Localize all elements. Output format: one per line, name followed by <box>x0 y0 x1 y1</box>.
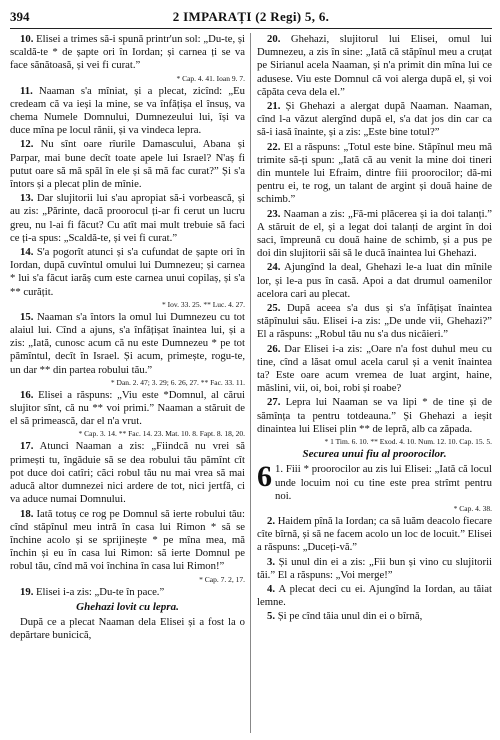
footnote: * Cap. 4. 38. <box>453 503 492 513</box>
verse-number: 17. <box>20 440 34 453</box>
verse-text: Iată totuș ce rog pe Domnul să ierte robului tău: cînd stăpînul meu intră în casa lui Rimon * să se închine acolo și se sprijinește * pe mîna mea, mă închin și eu în casa lui Rimon: să ierte Domnul pe robul tău, cînd mă voi închina în casa lui Rimon!” <box>10 507 245 573</box>
footnote: * Cap. 3. 14. ** Fac. 14. 23. Mat. 10. 8. Fapt. 8. 18, 20. <box>78 429 245 439</box>
text-columns <box>10 33 492 733</box>
verse-text: Atunci Naaman a zis: „Fiindcă nu vrei să primești tu, îngăduie să se dea robului tău pămînt cît pot duce doi catîri; căci robul tău nu mai vrea să mai aducă altor dumnezei nici ardere de tot, nici jertfă, ci va aduce numai Domnului. <box>10 440 245 506</box>
verse-text: Dar slujitorii lui s'au apropiat să-i vorbească, și au zis: „Părinte, dacă proorocul ți-ar fi cerut un lucru greu, nu l-ai fi făcut? Cu atît mai mult trebuie să faci ce ți-a spus: „Scaldă-te, și vei fi curat.” <box>10 192 246 244</box>
verse <box>257 583 492 609</box>
verse-number: 19. <box>20 585 34 598</box>
verse-number: 15. <box>20 310 34 323</box>
verse-text: A plecat deci cu ei. Ajungînd la Iordan, au tăiat lemne. <box>257 582 492 609</box>
verse <box>10 33 245 73</box>
verse <box>10 311 245 377</box>
verse-number: 21. <box>267 100 281 113</box>
verse-continuation: După ce a plecat Naaman dela Elisei și a fost la o depărtare bunicică, <box>10 615 245 642</box>
verse <box>10 246 245 299</box>
verse-text: Și unul din ei a zis: „Fii bun și vino cu slujitorii tăi.” El a răspuns: „Voi merge!” <box>257 555 492 581</box>
chapter-verses <box>257 515 492 624</box>
verse-number: 18. <box>20 507 34 520</box>
footnote: * Iov. 33. 25. ** Luc. 4. 27. <box>161 299 245 309</box>
verse <box>257 261 492 301</box>
verse-number: 24. <box>267 261 281 274</box>
verse-text: Naaman s'a mîniat, și a plecat, zicînd: „Eu credeam că va ieși la mine, se va înfățișa el însuș, va chema Numele Domnului, Dumnezeului lui, își va duce mîna pe locul rănii, și va vindeca lepra. <box>10 84 246 137</box>
section-heading-right: Securea unui fiu al proorocilor. <box>302 448 447 461</box>
verse-number: 22. <box>267 140 281 153</box>
verse-number: 10. <box>20 33 34 45</box>
verse-text: Lepra lui Naaman se va lipi * de tine și de sămînța ta pentru totdeauna.” Și Ghehazi a ieșit dinaintea lui Elisei plin ** de lepră, alb ca zăpada. <box>257 396 492 435</box>
verse <box>10 389 245 429</box>
verse <box>10 85 245 138</box>
page-header <box>10 6 492 29</box>
footnote: * Cap. 4. 41. Ioan 9. 7. <box>176 73 245 83</box>
running-title: 2 IMPARAȚI (2 Regi) 5, 6. <box>172 9 330 24</box>
footnote: * Cap. 7. 2, 17. <box>199 574 245 584</box>
verse-number: 26. <box>267 342 281 355</box>
page-number: 394 <box>10 9 30 24</box>
verse-number: 14. <box>20 246 34 259</box>
chapter-number: 6 <box>257 460 272 494</box>
verse <box>10 192 245 245</box>
verse-number: 16. <box>20 388 34 401</box>
verse <box>257 100 492 140</box>
verse-text: Ajungînd la deal, Ghehazi le-a luat din mînile lor, și le-a pus în casă. Apoi a dat drumul oamenilor acelora cari au plecat. <box>257 261 492 300</box>
verse <box>257 33 492 99</box>
verse <box>257 343 492 396</box>
verse-text: După aceea s'a dus și s'a înfățișat înaintea stăpînului său. Elisei i-a zis: „De unde vii, Ghehazi?” El a răspuns: „Robul tău nu s'a dus nicăieri.” <box>257 302 492 341</box>
verse-text: Și Ghehazi a alergat după Naaman. Naaman, cînd l-a văzut alergînd după el, s'a dat jos din car ca să-i iasă înainte, și a zis: „Este bine totul?” <box>257 100 492 139</box>
verse <box>10 440 245 506</box>
verse-number: 20. <box>267 33 281 45</box>
verse <box>10 586 245 599</box>
verse-number: 4. <box>267 582 276 595</box>
footnote: * 1 Tim. 6. 10. ** Exod. 4. 10. Num. 12. 10. Cap. 15. 5. <box>324 437 492 447</box>
verse <box>257 515 492 555</box>
chapter-start <box>257 460 492 504</box>
verse <box>10 508 245 574</box>
verse-text: Și pe cînd tăia unul din ei o bîrnă, <box>277 610 423 623</box>
chapter-first-verse: 1. Fiii * proorocilor au zis lui Elisei: „Iată că locul unde locuim noi cu tine este prea strîmt pentru noi. <box>275 463 492 502</box>
verse-number: 13. <box>20 192 34 205</box>
verse <box>257 208 492 261</box>
verse-text: Ghehazi, slujitorul lui Elisei, omul lui Dumnezeu, a zis în sine: „Iată că stăpînul meu a cruțat pe Sirianul acela Naaman, și n'a primit din mîna lui ce adusese. Viu este Domnul că voi alerga după el, și voi căpăta ceva dela el.” <box>257 33 492 98</box>
verse <box>257 556 492 582</box>
left-column <box>10 33 251 733</box>
verse <box>257 302 492 342</box>
verse <box>257 396 492 436</box>
verse-text: Nu sînt oare rîurile Damascului, Abana și Parpar, mai bune decît toate apele lui Israel? N'aș fi putut oare să mă spăl în ele și să mă fac curat?” Și s'a întors și a plecat plin de mînie. <box>10 138 245 191</box>
verse-text: Haidem pînă la Iordan; ca să luăm deacolo fiecare cîte bîrnă, și să ne facem acolo un loc de locuit.” Elisei a răspuns: „Duceți-vă.” <box>257 514 492 554</box>
verse-text: Naaman s'a întors la omul lui Dumnezeu cu tot alaiul lui. Cînd a ajuns, s'a înfățișat înaintea lui, și a zis: „Iată, cunosc acum că nu este Dumnezeu * pe tot pămîntul, decît în Israel. Și acum, primește, rogu-te, un dar ** din partea robului tău.” <box>10 310 245 376</box>
verse <box>10 138 245 191</box>
verse-number: 27. <box>267 396 281 409</box>
verse-text: Elisei i-a zis: „Du-te în pace.” <box>36 585 165 598</box>
verse-number: 5. <box>267 610 276 623</box>
footnote: * Dan. 2. 47; 3. 29; 6. 26, 27. ** Fac. 33. 11. <box>110 377 245 387</box>
verse-number: 12. <box>20 138 34 151</box>
right-verses <box>257 33 492 446</box>
section-heading-left: Ghehazi lovit cu lepra. <box>76 600 179 613</box>
verse-text: S'a pogorît atunci și s'a cufundat de șapte ori în Iordan, după cuvîntul omului lui Dumnezeu; și carnea * lui s'a făcut iarăș cum este carnea unui copilaș, și s'a ** curățit. <box>10 246 245 298</box>
verse-number: 3. <box>267 555 276 568</box>
verse-text: Naaman a zis: „Fă-mi plăcerea și ia doi talanți.” A stăruit de el, și a legat doi talanți de argint în doi saci, împreună cu două haine de schimb, și a pus pe doi din slujitorii săi să le ducă înaintea lui Ghehazi. <box>257 207 492 260</box>
verse-number: 11. <box>20 84 33 97</box>
right-column <box>257 33 492 733</box>
verse-text: Elisei a trimes să-i spună printr'un sol: „Du-te, și scaldă-te * de șapte ori în Iordan; și carnea ți se va face sănătoasă, și vei fi curat.” <box>10 33 246 72</box>
verse-number: 25. <box>267 302 281 315</box>
verse <box>257 141 492 207</box>
verse-text: El a răspuns: „Totul este bine. Stăpînul meu mă trimite să-ți spun: „Iată că au venit la mine doi tineri din muntele lui Efraim, dintre fiii proorocilor; dă-mi pentru ei, te rog, un talant de argint și două haine de schimb.” <box>257 140 492 206</box>
verse-text: Dar Elisei i-a zis: „Oare n'a fost duhul meu cu tine, cînd a lăsat omul acela carul și a venit înaintea ta? Este oare acum vremea de luat argint, haine, măslini, vii, oi, boi, robi și roabe? <box>257 342 492 395</box>
verse-number: 23. <box>267 207 281 220</box>
left-verses <box>10 33 245 599</box>
verse <box>257 610 492 623</box>
verse-number: 2. <box>267 514 276 527</box>
verse-text: Elisei a răspuns: „Viu este *Domnul, al cărui slujitor sînt, că nu ** voi primi.” Naaman a stăruit de el să primească, dar el n'a vrut. <box>10 388 246 428</box>
